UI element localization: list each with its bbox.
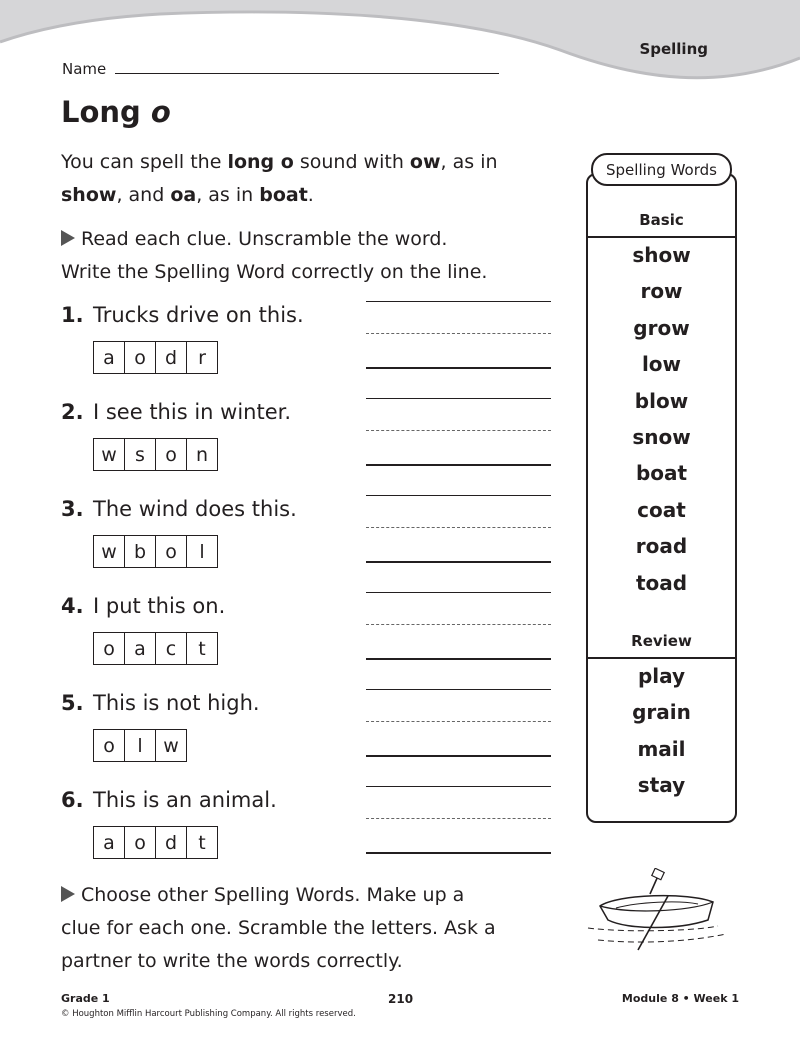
item-clue: I put this on. <box>93 594 226 618</box>
arrow-icon <box>61 886 75 902</box>
intro-text: You can spell the long o sound with ow, as in show, and oa, as in boat. <box>61 151 498 206</box>
answer-line[interactable] <box>366 561 551 563</box>
item-clue: I see this in winter. <box>93 400 291 424</box>
spelling-word-review: stay <box>637 773 686 798</box>
spelling-words-title: Spelling Words <box>591 153 732 186</box>
letter-tile: w <box>94 536 125 567</box>
spelling-word-basic: toad <box>635 570 688 595</box>
answer-line[interactable] <box>366 755 551 757</box>
writing-line-midline <box>366 430 551 431</box>
spelling-word-basic: coat <box>637 497 686 522</box>
letter-tile: w <box>163 734 179 757</box>
name-label: Name <box>62 60 107 78</box>
divider <box>586 236 737 238</box>
writing-line-top <box>366 786 551 787</box>
letter-tile: d <box>156 342 187 373</box>
letter-tile: o <box>125 342 156 373</box>
exercise-item <box>61 594 581 684</box>
exercise-item <box>61 303 581 393</box>
writing-line-midline <box>366 624 551 625</box>
spelling-word-basic: grow <box>633 315 690 340</box>
answer-line[interactable] <box>366 367 551 369</box>
writing-line-midline <box>366 818 551 819</box>
scrambled-letters <box>93 438 218 471</box>
exercise-item <box>61 497 581 587</box>
arrow-icon <box>61 230 75 246</box>
letter-tile: a <box>94 342 125 373</box>
title-text: Long <box>61 95 141 129</box>
review-label: Review <box>631 632 692 650</box>
item-clue: The wind does this. <box>93 497 297 521</box>
basic-label: Basic <box>639 211 684 229</box>
letter-tile: b <box>125 536 156 567</box>
section-label: Spelling <box>639 40 708 58</box>
writing-line-midline <box>366 333 551 334</box>
letter-tile: s <box>125 439 156 470</box>
letter-tile: t <box>198 831 206 854</box>
letter-tile: o <box>125 827 156 858</box>
scrambled-letters <box>93 632 218 665</box>
writing-line-top <box>366 398 551 399</box>
spelling-word-basic: snow <box>632 425 691 449</box>
item-number: 6. <box>61 788 84 812</box>
footer-copyright: © Houghton Mifflin Harcourt Publishing Company. All rights reserved. <box>61 1009 356 1019</box>
letter-tile: w <box>94 439 125 470</box>
directions-line-2: Write the Spelling Word correctly on the line. <box>61 261 488 283</box>
spelling-word-review: grain <box>632 700 691 725</box>
letter-tile: a <box>94 827 125 858</box>
spelling-word-basic: row <box>640 279 683 304</box>
letter-tile: n <box>195 443 209 466</box>
writing-line-top <box>366 592 551 593</box>
scrambled-letters <box>93 341 218 374</box>
rowboat-illustration <box>578 868 733 958</box>
letter-tile: o <box>94 633 125 664</box>
answer-line[interactable] <box>366 464 551 466</box>
challenge-line-1: Choose other Spelling Words. Make up a <box>81 884 465 906</box>
letter-tile: l <box>125 730 156 761</box>
answer-line[interactable] <box>366 658 551 660</box>
letter-tile: l <box>199 540 205 563</box>
letter-tile: c <box>156 633 187 664</box>
exercise-item <box>61 400 581 490</box>
footer-grade: Grade 1 <box>61 992 110 1005</box>
item-number: 3. <box>61 497 84 521</box>
scrambled-letters <box>93 826 218 859</box>
letter-tile: o <box>94 730 125 761</box>
name-line[interactable] <box>115 73 499 74</box>
spelling-word-basic: road <box>635 534 688 559</box>
letter-tile: t <box>198 637 206 660</box>
footer-page-number: 210 <box>388 992 414 1006</box>
footer-module: Module 8 • Week 1 <box>621 992 739 1005</box>
directions-line-1: Read each clue. Unscramble the word. <box>81 228 448 250</box>
spelling-word-basic: show <box>632 243 691 267</box>
item-number: 2. <box>61 400 84 424</box>
item-clue: This is an animal. <box>93 788 277 812</box>
item-number: 5. <box>61 691 84 715</box>
letter-tile: o <box>156 536 187 567</box>
spelling-word-basic: boat <box>635 461 688 486</box>
exercise-item <box>61 788 581 878</box>
item-clue: This is not high. <box>93 691 260 715</box>
challenge-directions <box>61 879 531 978</box>
challenge-line-3: partner to write the words correctly. <box>61 950 403 972</box>
writing-line-midline <box>366 721 551 722</box>
letter-tile: a <box>125 633 156 664</box>
scrambled-letters <box>93 535 218 568</box>
writing-line-top <box>366 495 551 496</box>
challenge-line-2: clue for each one. Scramble the letters. Ask a <box>61 917 496 939</box>
letter-tile: r <box>198 346 206 369</box>
item-number: 4. <box>61 594 84 618</box>
directions <box>61 223 561 289</box>
divider <box>586 657 737 659</box>
spelling-word-basic: blow <box>634 388 689 413</box>
scrambled-letters <box>93 729 187 762</box>
writing-line-midline <box>366 527 551 528</box>
spelling-word-review: mail <box>637 736 686 761</box>
item-clue: Trucks drive on this. <box>93 303 304 327</box>
spelling-word-review: play <box>637 664 686 688</box>
page-title <box>61 95 171 129</box>
title-letter: o <box>150 95 171 129</box>
writing-line-top <box>366 689 551 690</box>
answer-line[interactable] <box>366 852 551 854</box>
item-number: 1. <box>61 303 84 327</box>
writing-line-top <box>366 301 551 302</box>
letter-tile: o <box>156 439 187 470</box>
exercise-item <box>61 691 581 781</box>
spelling-word-basic: low <box>641 352 682 377</box>
letter-tile: d <box>156 827 187 858</box>
